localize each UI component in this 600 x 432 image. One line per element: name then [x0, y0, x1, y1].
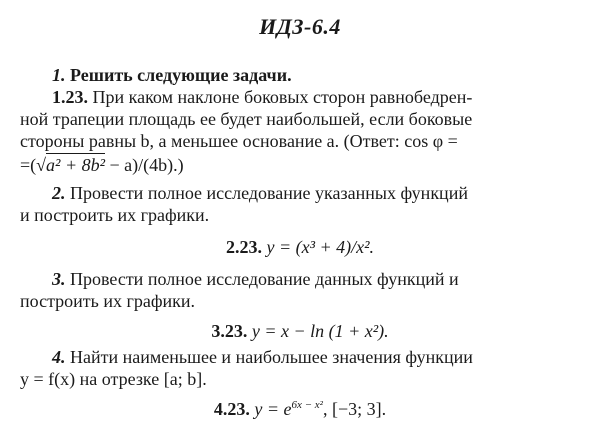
- task1-heading: Решить следующие задачи.: [70, 65, 292, 85]
- task4-text-line2: y = f(x) на отрезке [a; b].: [20, 369, 207, 389]
- task2-formula: y = (x³ + 4)/x².: [266, 237, 375, 257]
- task1-text-line3: стороны равны b, а меньшее основание a. (Ответ: cos φ =: [20, 131, 458, 151]
- task2-number: 2.: [52, 183, 66, 203]
- doc-title: ИДЗ-6.4: [259, 14, 341, 39]
- task1-heading-line: [20, 64, 580, 86]
- task1-text-line1: При каком наклоне боковых сторон равнобедрен-: [92, 87, 473, 107]
- task1-answer-prefix: =(: [20, 155, 37, 175]
- task1-text-line2: ной трапеции площадь ее будет наибольшей, если боковые: [20, 109, 473, 129]
- task1-answer-line: [20, 154, 580, 176]
- task4-formula-exponent: 6x − x²: [291, 399, 323, 411]
- task1-answer-suffix: − a)/(4b).): [109, 155, 184, 175]
- task2-formula-line: [0, 236, 600, 258]
- task3-formula-line: [0, 320, 600, 342]
- task2-line1: [20, 182, 580, 204]
- task4-text-line1: Найти наименьшее и наибольшее значения функции: [70, 347, 473, 367]
- task4-line1: [20, 346, 580, 368]
- task3-formula-number: 3.23.: [211, 321, 248, 341]
- task2-formula-number: 2.23.: [225, 237, 262, 257]
- task3-text-line2: построить их графики.: [20, 291, 196, 311]
- task3-text-line1: Провести полное исследование данных функций и: [70, 269, 459, 289]
- task1-problem-number: 1.23.: [52, 87, 88, 107]
- task4-formula-number: 4.23.: [213, 399, 250, 419]
- task3-line1: [20, 268, 580, 290]
- task2-text-line1: Провести полное исследование указанных функций: [70, 183, 468, 203]
- task3-number: 3.: [52, 269, 66, 289]
- task4-formula-base: y = e: [254, 399, 292, 419]
- task1-answer-sqrt: a² + 8b²: [46, 155, 105, 175]
- task4-number: 4.: [52, 347, 66, 367]
- task1-problem-line1: [20, 86, 580, 108]
- task2-text-line2: и построить их графики.: [20, 205, 210, 225]
- task4-formula-line: [0, 394, 600, 420]
- task3-formula: y = x − ln (1 + x²).: [251, 321, 389, 341]
- task4-formula-tail: , [−3; 3].: [322, 399, 387, 419]
- task1-number: 1.: [52, 65, 66, 85]
- sqrt-symbol: √: [36, 155, 47, 175]
